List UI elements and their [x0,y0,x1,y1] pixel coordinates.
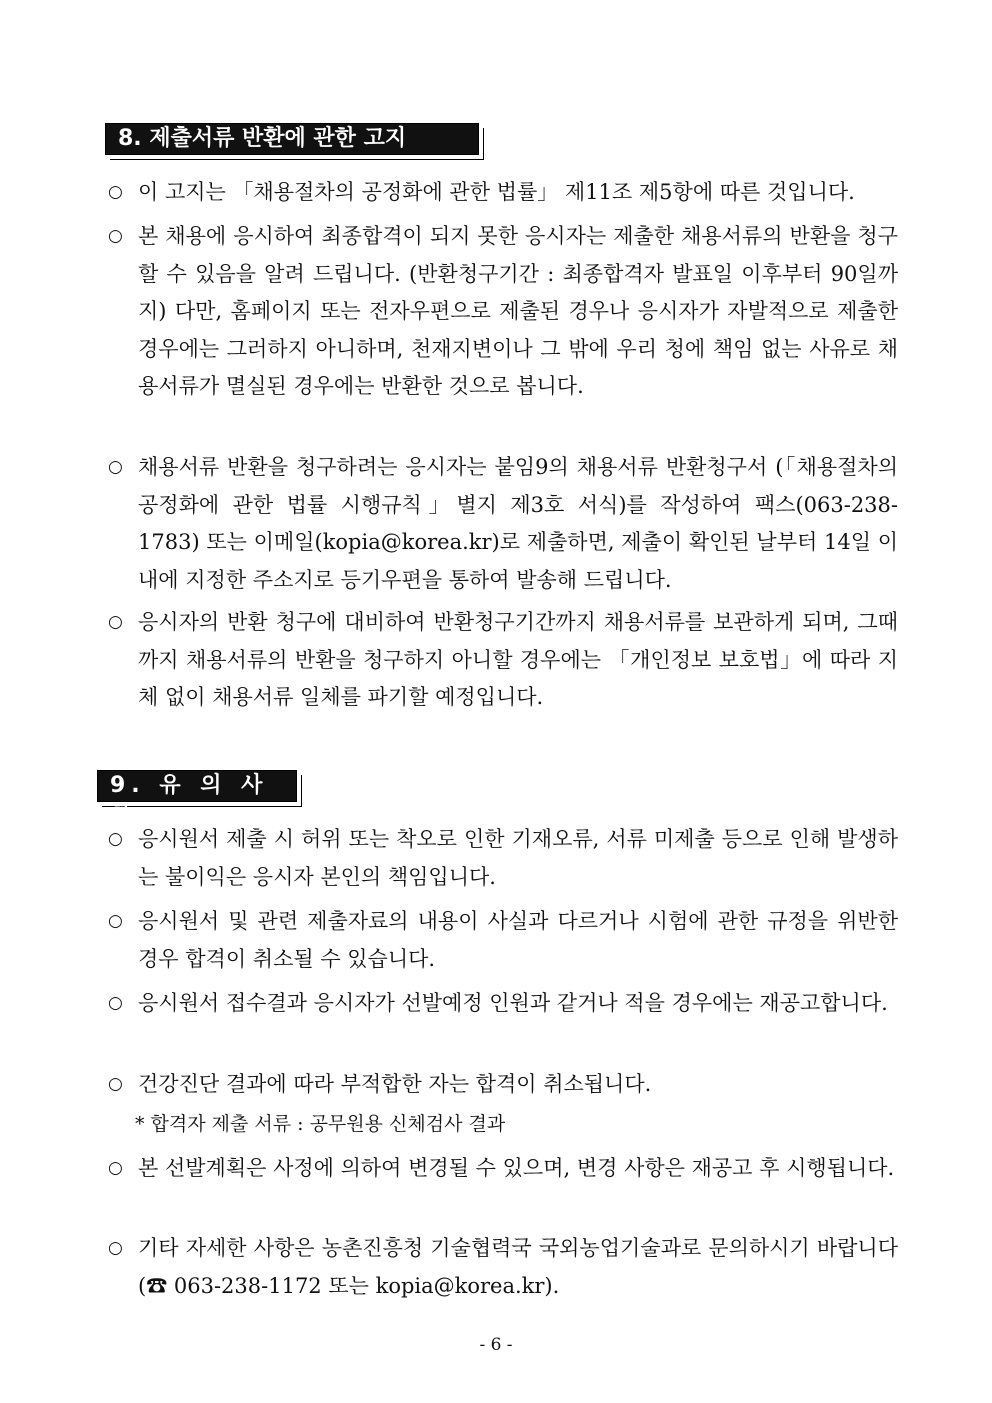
bullet-text: 건강진단 결과에 따라 부적합한 자는 합격이 취소됩니다. [138,1072,652,1096]
list-item [108,1150,898,1188]
section-8-header: 8. 제출서류 반환에 관한 고지 [105,123,479,155]
bullet-mark: ○ [108,1238,123,1258]
bullet-mark: ○ [108,993,123,1013]
page-number: - 6 - [479,1335,513,1355]
bullet-mark: ○ [108,612,123,632]
bullet-text: 기타 자세한 사항은 농촌진흥청 기술협력국 국외농업기술과로 문의하시기 바랍니다(☎ 063-238-1172 또는 kopia@korea.kr). [138,1236,898,1298]
list-item [108,218,898,406]
bullet-text: 이 고지는 「채용절차의 공정화에 관한 법률」 제11조 제5항에 따른 것입니다. [138,180,855,204]
list-item [108,1230,898,1305]
bullet-text: 응시자의 반환 청구에 대비하여 반환청구기간까지 채용서류를 보관하게 되며, 그때까지 채용서류의 반환을 청구하지 아니할 경우에는 「개인정보 보호법」에 따라 지체 없이 채용서류 일체를 파기할 예정입니다. [138,610,898,709]
bullet-mark: ○ [108,182,123,202]
bullet-text: 응시원서 접수결과 응시자가 선발예정 인원과 같거나 적을 경우에는 재공고합니다. [138,991,888,1015]
list-item [108,174,898,212]
list-item [108,449,898,599]
list-item [108,604,898,717]
bullet-text: 본 선발계획은 사정에 의하여 변경될 수 있으며, 변경 사항은 재공고 후 시행됩니다. [138,1156,895,1180]
bullet-text: 채용서류 반환을 청구하려는 응시자는 붙임9의 채용서류 반환청구서 (「채용절차의 공정화에 관한 법률 시행규칙」별지 제3호 서식)를 작성하여 팩스(063-238-1783) 또는 이메일(kopia@korea.kr)로 제출하면, 제출이 확인된 날부터 14일 이내에 지정한 주소지로 등기우편을 통하여 발송해 드립니다. [138,455,898,592]
bullet-text: 본 채용에 응시하여 최종합격이 되지 못한 응시자는 제출한 채용서류의 반환을 청구할 수 있음을 알려 드립니다. (반환청구기간 : 최종합격자 발표일 이후부터 90일까지) 다만, 홈페이지 또는 전자우편으로 제출된 경우나 응시자가 자발적으로 제출한 경우에는 그러하지 아니하며, 천재지변이나 그 밖에 우리 청에 책임 없는 사유로 채용서류가 멸실된 경우에는 반환한 것으로 봅니다. [138,224,898,398]
list-item [108,1066,898,1104]
bullet-mark: ○ [108,1158,123,1178]
bullet-mark: ○ [108,911,123,931]
bullet-mark: ○ [108,226,123,246]
list-item [108,821,898,896]
bullet-mark: ○ [108,457,123,477]
section-9-header: 9. 유 의 사 항 [97,770,297,802]
bullet-text: 응시원서 및 관련 제출자료의 내용이 사실과 다르거나 시험에 관한 규정을 위반한 경우 합격이 취소될 수 있습니다. [138,909,898,971]
list-item [108,903,898,978]
bullet-mark: ○ [108,1074,123,1094]
bullet-mark: ○ [108,829,123,849]
note-text: * 합격자 제출 서류 : 공무원용 신체검사 결과 [135,1113,506,1135]
bullet-text: 응시원서 제출 시 허위 또는 착오로 인한 기재오류, 서류 미제출 등으로 인해 발생하는 불이익은 응시자 본인의 책임입니다. [138,827,898,889]
list-item [108,985,898,1023]
